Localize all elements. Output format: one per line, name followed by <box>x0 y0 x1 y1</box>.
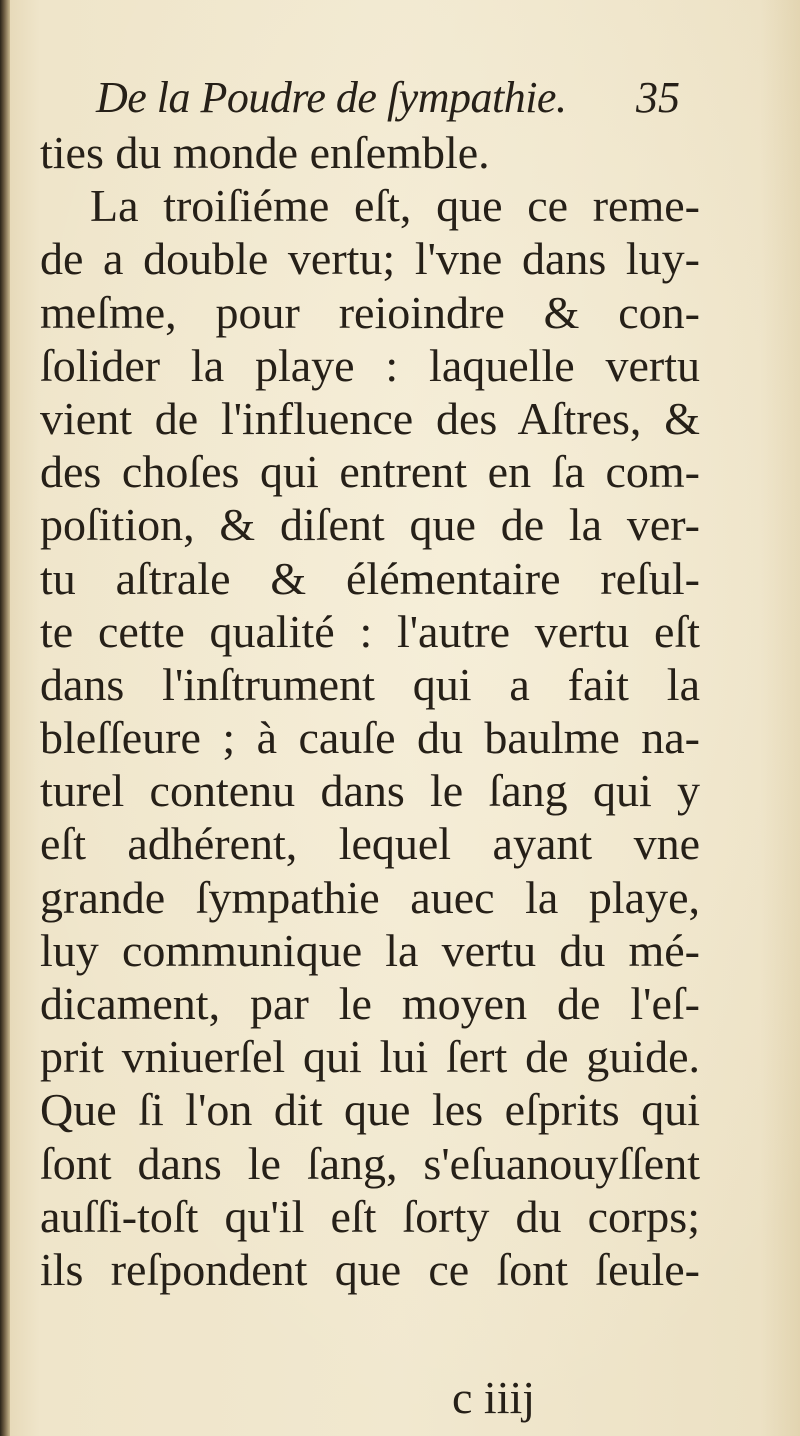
text-line: Que ſi l'on dit que les eſprits qui <box>40 1084 700 1136</box>
text-line: meſme, pour reioindre & con- <box>40 286 700 338</box>
running-title: De la Poudre de ſympathie. <box>96 73 567 122</box>
text-line: luy communique la vertu du mé- <box>40 924 700 976</box>
text-line: ſolider la playe : laquelle vertu <box>40 339 700 391</box>
page-number: 35 <box>636 73 680 122</box>
body-text <box>40 126 700 1296</box>
page-header <box>96 70 696 130</box>
text-line: vient de l'influence des Aſtres, & <box>40 392 700 444</box>
text-line: grande ſympathie auec la playe, <box>40 871 700 923</box>
text-line: dicament, par le moyen de l'eſ- <box>40 978 700 1029</box>
text-line: de a double vertu; l'vne dans luy- <box>40 233 700 285</box>
text-line: tu aſtrale & élémentaire reſul- <box>40 552 700 604</box>
text-line: ils reſpondent que ce ſont ſeule- <box>40 1243 700 1295</box>
text-line: ties du monde enſemble. <box>40 127 490 178</box>
text-line: ſont dans le ſang, s'eſuanouyſſent <box>40 1137 700 1189</box>
page-gutter-shadow <box>0 0 10 1436</box>
text-line: te cette qualité : l'autre vertu eſt <box>40 605 700 657</box>
text-line: dans l'inſtrument qui a fait la <box>40 658 700 710</box>
text-line: eſt adhérent, lequel ayant vne <box>40 818 700 870</box>
text-line: poſition, & diſent que de la ver- <box>40 499 700 551</box>
signature-mark: c iiij <box>452 1372 536 1423</box>
text-line: auſſi-toſt qu'il eſt ſorty du corps; <box>40 1190 700 1242</box>
text-line: prit vniuerſel qui lui ſert de guide. <box>40 1031 700 1083</box>
text-line: bleſſeure ; à cauſe du baulme na- <box>40 712 700 764</box>
text-line: La troiſiéme eſt, que ce reme- <box>90 180 700 232</box>
text-line: des choſes qui entrent en ſa com- <box>40 446 700 498</box>
text-line: turel contenu dans le ſang qui y <box>40 765 700 817</box>
